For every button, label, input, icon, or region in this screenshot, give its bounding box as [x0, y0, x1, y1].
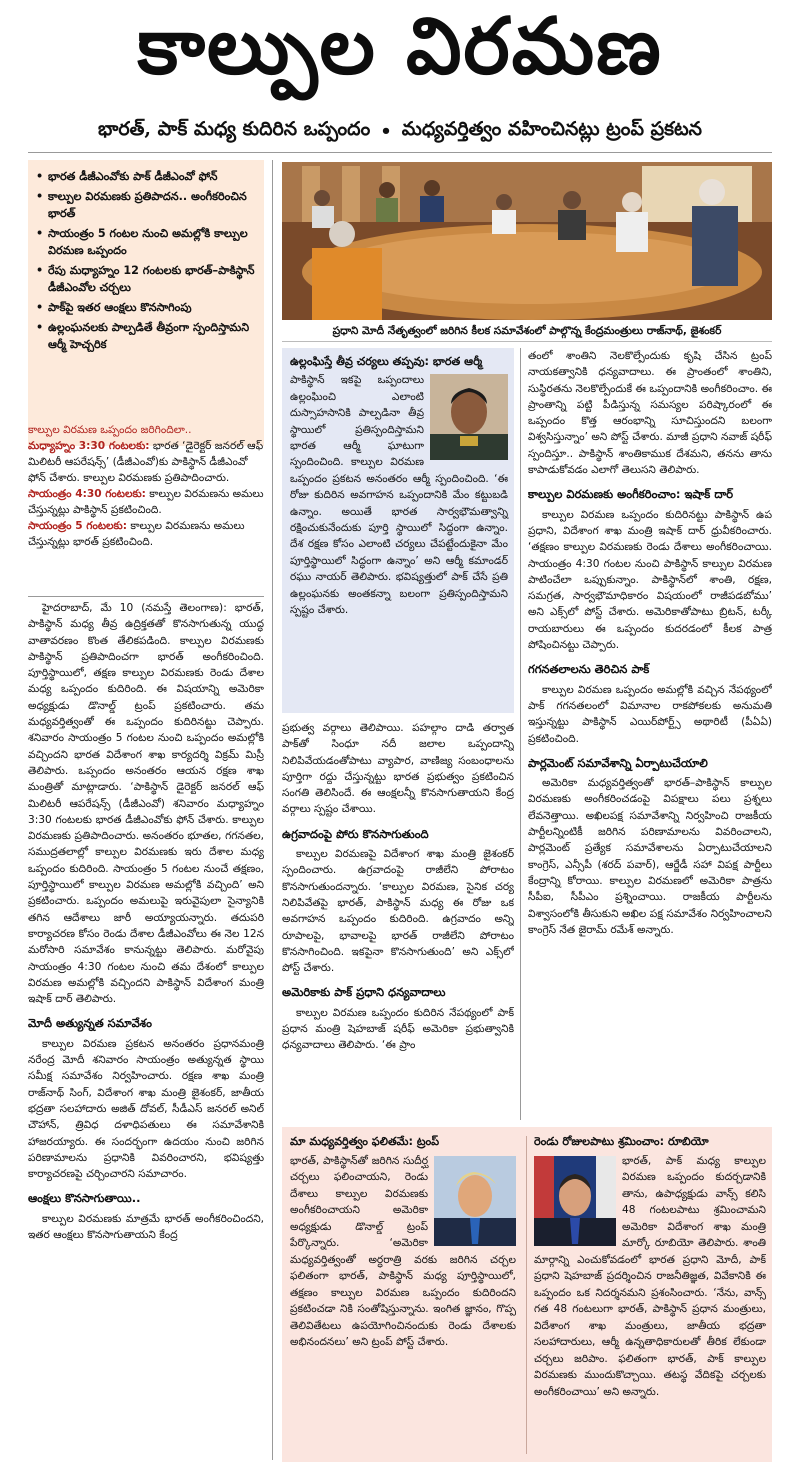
- article-paragraph: ప్రభుత్వ వర్గాలు తెలిపాయి. పహల్గాం దాడి తర్వాత పాక్‌తో సింధూ నదీ జలాల ఒప్పందాన్ని నిలిపివేయడంతోపాటు వ్యాపార, వాణిజ్య సంబంధాలను పూర్తిగా రద్దు చేస్తున్నట్టు భారత ప్రభుత్వం ప్రకటించిన సంగతి తెలిసిందే. ఈ ఆంక్షలన్నీ కొనసాగుతాయని కేంద్ర వర్గాలు స్పష్టం చేశాయి.: [282, 722, 514, 816]
- photo-caption: ప్రధాని మోదీ నేతృత్వంలో జరిగిన కీలక సమావేశంలో పాల్గొన్న కేంద్రమంత్రులు రాజ్‌నాథ్, జైశంకర్: [282, 321, 772, 342]
- highlight-item: • ఉల్లంఘనలకు పాల్పడితే తీవ్రంగా స్పందిస్తామని ఆర్మీ హెచ్చరిక: [36, 319, 258, 353]
- meeting-photo: [282, 162, 772, 320]
- article-paragraph: కాల్పుల విరమణ ఒప్పందం కుదిరినట్టు పాకిస్థాన్ ఉప ప్రధాని, విదేశాంగ శాఖ మంత్రి ఇషాక్ దార్ ధ్రువీకరించారు. ‘తక్షణం కాల్పుల విరమణకు రెండు దేశాలు అంగీకరించాయి. సాయంత్రం 4:30 గంటల నుంచి పాకిస్థాన్ కాల్పుల విరమణ పాటించేలా ఒప్పుకున్నాం. పాకిస్థాన్‌లో శాంతి, రక్షణ, సమగ్రత, సార్వభౌమాధికారం విషయంలో రాజీపడబోము’ అని ఎక్స్‌లో పోస్ట్ చేశారు. అమెరికాతోపాటు బ్రిటన్, టర్కీ రాయబారులు ఈ ఒప్పందం కుదరడంలో కీలక పాత్ర పోషించినట్టు చెప్పారు.: [528, 508, 772, 652]
- article-paragraph: కాల్పుల విరమణకు మాత్రమే భారత్ అంగీకరించిందని, ఇతర ఆంక్షలు కొనసాగుతాయని కేంద్ర: [28, 1212, 264, 1241]
- section-heading: పార్లమెంట్ సమావేశాన్ని ఏర్పాటుచేయాలి: [528, 755, 708, 770]
- timeline-divider: [28, 596, 264, 597]
- main-article-column: [28, 600, 264, 1466]
- timeline-time: మధ్యాహ్నం 3:30 గంటలకు:: [28, 440, 150, 452]
- highlight-item: • సాయంత్రం 5 గంటల నుంచి అమల్లోకి కాల్పుల విరమణ ఒప్పందం: [36, 225, 258, 259]
- section-heading: గగనతలాలను తెరిచిన పాక్: [528, 662, 650, 677]
- right-article-column: [528, 348, 772, 1120]
- article-paragraph: కాల్పుల విరమణ ప్రకటన అనంతరం ప్రధానమంత్రి నరేంద్ర మోదీ శనివారం సాయంత్రం అత్యున్నత స్థాయి సమీక్ష సమావేశం నిర్వహించారు. రక్షణ శాఖ మంత్రి రాజ్‌నాథ్ సింగ్, విదేశాంగ శాఖ మంత్రి జైశంకర్, జాతీయ భద్రతా సలహాదారు అజిత్ దోవల్, సీడీఎస్ జనరల్ అనిల్ చౌహాన్, త్రివిధ దళాధిపతులు ఈ సమావేశానికి హాజరయ్యారు. ఈ సందర్భంగా ఉదయం నుంచి జరిగిన పరిణామాలను ప్రధానికి వివరించారని, భవిష్యత్తు కార్యాచరణపై చర్చించారని సమాచారం.: [28, 1037, 264, 1181]
- section-heading: ఆంక్షలు కొనసాగుతాయి..: [28, 1191, 141, 1206]
- timeline-text: కాల్పుల విరమణను అమలు చేస్తున్నట్లు భారత్ ప్రకటించింది.: [28, 520, 245, 548]
- article-paragraph: కాల్పుల విరమణ ఒప్పందం కుదిరిన నేపథ్యంలో పాక్ ప్రధాన మంత్రి షెహబాజ్ షరీఫ్ అమెరికా ప్రభుత్వానికి ధన్యవాదాలు తెలిపారు. ‘ఈ ప్రాం: [282, 1006, 514, 1052]
- subhead-right: మధ్యవర్తిత్వం వహించినట్లు ట్రంప్ ప్రకటన: [401, 117, 702, 140]
- army-text: పాకిస్థాన్ ఇకపై ఒప్పందాలు ఉల్లంఘించి ఎలాంటి దుస్సాహసానికి పాల్పడినా తీవ్ర స్థాయిలో ప్రతిస్పందిస్తామని భారత ఆర్మీ ఘాటుగా స్పందించింది. కాల్పుల విరమణ ఒప్పందం ప్రకటన అనంతరం ఆర్మీ స్పందించింది. ‘ఈ రోజు కుదిరిన అవగాహన ఒప్పందానికి మేం కట్టుబడి ఉన్నాం. అయితే భారత సార్వభౌమత్వాన్ని రక్షించుకునేందుకు పూర్తి స్థాయిలో సిద్ధంగా ఉన్నాం. దేశ రక్షణ కోసం ఎలాంటి చర్యలు చేపట్టేందుకైనా మేం పూర్తిస్థాయిలో సిద్ధంగా ఉన్నాం’ అని ఆర్మీ కమాండర్ రఘు నాయర్ తెలిపారు. భవిష్యత్తులో పాక్ చేసే ప్రతి ఉల్లంఘనకు అంతకన్నా బలంగా ప్రతిస్పందిస్తామని స్పష్టం చేశారు.: [290, 374, 508, 617]
- top-divider: [28, 152, 772, 153]
- rubio-text: భారత్, పాక్ మధ్య కాల్పుల విరమణ ఒప్పందం కుదర్చడానికి తాను, ఉపాధ్యక్షుడు వాన్స్ కలిసి 48 గంటలపాటు శ్రమించామని అమెరికా విదేశాంగ శాఖ మంత్రి మార్కో రూబియో తెలిపారు. శాంతి మార్గాన్ని ఎంచుకోవడంలో భారత ప్రధాని మోదీ, పాక్ ప్రధాని షెహబాజ్ ప్రదర్శించిన రాజనీతిజ్ఞత, వివేకానికి ఈ ఒప్పందం ఒక నిదర్శనమని ప్రశంసించారు. ‘నేను, వాన్స్ గత 48 గంటలుగా భారత్, పాకిస్థాన్ ప్రధాన మంత్రులు, విదేశాంగ శాఖ మంత్రులు, జాతీయ భద్రతా సలహాదారులు, ఆర్మీ ఉన్నతాధికారులతో తీరిక లేకుండా చర్చలు జరిపాం. ఫలితంగా భారత్, పాక్ కాల్పుల విరమణకు ముందుకొచ్చాయి. తటస్థ వేదికపై చర్చలకు అంగీకరించాయి’ అని అన్నారు.: [534, 1154, 766, 1398]
- article-paragraph: అమెరికా మధ్యవర్తిత్వంతో భారత్–పాకిస్థాన్ కాల్పుల విరమణకు అంగీకరించడంపై విపక్షాలు పలు ప్రశ్నలు లేవనెత్తాయి. అఖిలపక్ష సమావేశాన్ని నిర్వహించి రాజకీయ పార్టీలన్నింటికీ జరిగిన పరిణామాలను వివరించాలని, పార్లమెంట్ ప్రత్యేక సమావేశాలను ఏర్పాటుచేయాలని కాంగ్రెస్, ఎన్సీపీ (శరద్ పవార్), ఆర్జేడీ సహా విపక్ష పార్టీలు కేంద్రాన్ని కోరాయి. కాల్పుల విరమణలో అమెరికా పాత్రను సీపీఐ, సీపీఎం ప్రశ్నించాయి. రాజకీయ పార్టీలను విశ్వాసంలోకి తీసుకుని అఖిల పక్ష సమావేశం నిర్వహించాలని కాంగ్రెస్ నేత జైరామ్ రమేశ్ అన్నారు.: [528, 777, 772, 936]
- timeline-time: సాయంత్రం 4:30 గంటలకు:: [28, 488, 146, 500]
- section-heading: కాల్పుల విరమణకు అంగీకరించాం: ఇషాక్ దార్: [528, 487, 734, 502]
- article-paragraph: కాల్పుల విరమణ ఒప్పందం అమల్లోకి వచ్చిన నేపథ్యంలో పాక్ గగనతలంలో విమానాల రాకపోకలకు అనుమతి ఇస్తున్నట్టు పాకిస్థాన్ ఎయిర్‌పోర్ట్స్ అథారిటీ (పీఏఏ) ప్రకటించింది.: [528, 683, 772, 745]
- subheadline: [0, 114, 800, 148]
- timeline-box: [28, 422, 264, 592]
- center-article-column: [282, 720, 514, 1120]
- section-heading: అమెరికాకు పాక్ ప్రధాని ధన్యవాదాలు: [282, 985, 446, 1000]
- army-sidebar-box: [282, 348, 514, 713]
- trump-quote-box: [290, 1130, 516, 1455]
- highlight-item: • రేపు మధ్యాహ్నం 12 గంటలకు భారత్–పాకిస్థాన్ డీజీఎంవోల చర్చలు: [36, 262, 258, 296]
- section-heading: మోదీ అత్యున్నత సమావేశం: [28, 1016, 152, 1031]
- timeline-time: సాయంత్రం 5 గంటలకు:: [28, 520, 127, 532]
- trump-photo: [434, 1156, 516, 1246]
- subhead-left: భారత్, పాక్ మధ్య కుదిరిన ఒప్పందం: [98, 117, 371, 140]
- highlights-box: [28, 160, 264, 446]
- timeline-text: కాల్పుల విరమణను అమలు చేస్తున్నట్లు పాకిస్థాన్ ప్రకటించింది.: [28, 488, 264, 516]
- column-divider: [272, 160, 273, 1460]
- timeline-entry: [28, 518, 264, 550]
- rubio-photo: [534, 1156, 616, 1246]
- headline: కాల్పుల విరమణ: [137, 1, 663, 92]
- article-paragraph: కాల్పుల విరమణపై విదేశాంగ శాఖ మంత్రి జైశంకర్ స్పందించారు. ఉగ్రవాదంపై రాజీలేని పోరాటం కొనసాగుతుందన్నారు. ‘కాల్పుల విరమణ, సైనిక చర్య నిలిపివేతపై భారత్, పాకిస్థాన్ మధ్య ఈ రోజు ఒక అవగాహన ఒప్పందం కుదిరింది. ఉగ్రవాదం అన్ని రూపాలపై, భావాలపై భారత్ రాజీలేని పోరాటం కొనసాగించింది. ఇకపైనా కొనసాగుతుంది’ అని ఎక్స్‌లో పోస్ట్ చేశారు.: [282, 848, 514, 975]
- column-divider: [520, 348, 521, 1120]
- rubio-heading: రెండు రోజులపాటు శ్రమించాం: రూబియో: [534, 1135, 709, 1148]
- timeline-title: కాల్పుల విరమణ ఒప్పందం జరిగిందిలా..: [28, 424, 192, 436]
- subhead-separator: •: [380, 120, 392, 142]
- highlight-item: • కాల్పుల విరమణకు ప్రతిపాదన.. అంగీకరించిన భారత్: [36, 188, 258, 222]
- timeline-text: భారత ‘డైరెక్టర్ జనరల్ ఆఫ్ మిలిటరీ ఆపరేషన్స్’ (డీజీఎంవో)కు పాకిస్థాన్ డీజీఎంవో ఫోన్ చేశారు. కాల్పుల విరమణకు ప్రతిపాదించారు.: [28, 440, 264, 484]
- timeline-entry: [28, 486, 264, 518]
- trump-text: భారత్, పాకిస్థాన్‌తో జరిగిన సుదీర్ఘ చర్చలు ఫలించాయని, రెండు దేశాలు కాల్పుల విరమణకు అంగీకరించాయని అమెరికా అధ్యక్షుడు డొనాల్డ్ ట్రంప్ పేర్కొన్నారు. ‘అమెరికా మధ్యవర్తిత్వంతో అర్ధరాత్రి వరకు జరిగిన చర్చల ఫలితంగా భారత్, పాకిస్థాన్ మధ్య పూర్తిస్థాయిలో, తక్షణం కాల్పుల విరమణ ఒప్పందం కుదిరిందని ప్రకటించడా నికి సంతోషిస్తున్నాను. ఇంగిత జ్ఞానం, గొప్ప తెలివితేటలు ఉపయోగించినందుకు రెండు దేశాలకు అభినందనలు’ అని ట్రంప్ పోస్ట్ చేశారు.: [290, 1154, 516, 1348]
- article-paragraph: తంలో శాంతిని నెలకొల్పేందుకు కృషి చేసిన ట్రంప్ నాయకత్వానికి ధన్యవాదాలు. ఈ ప్రాంతంలో శాంతిని, సుస్థిరతను నెలకొల్పేందుకే ఈ ఒప్పందానికి అంగీకరించాం. ఈ ప్రాంతాన్ని పట్టి పీడిస్తున్న సమస్యల పరిష్కారంలో ఈ ఒప్పందం కొత్త ఆరంభాన్ని సూచిస్తుందని బలంగా విశ్వసిస్తున్నాం’ అని పోస్ట్ చేశారు. మాజీ ప్రధాని నవాజ్ షరీఫ్ స్పందిస్తూ.. పాకిస్థాన్ శాంతికాముక దేశమని, తనను తాను కాపాడుకోవడం ఎలాగో తెలుసని తెలిపారు.: [528, 350, 772, 477]
- army-commander-photo: [430, 374, 508, 460]
- highlight-item: • భారత డీజీఎంవోకు పాక్ డీజీఎంవో ఫోన్: [36, 168, 258, 185]
- quote-box-divider: [526, 1136, 527, 1454]
- army-heading: ఉల్లంఘిస్తే తీవ్ర చర్యలు తప్పవు: భారత ఆర్మీ: [290, 355, 483, 368]
- rubio-quote-box: [534, 1130, 766, 1455]
- trump-heading: మా మధ్యవర్తిత్వం ఫలితమే: ట్రంప్: [290, 1135, 440, 1148]
- article-paragraph: హైదరాబాద్, మే 10 (నమస్తే తెలంగాణ): భారత్, పాకిస్థాన్ మధ్య తీవ్ర ఉద్రిక్తతతో కొనసాగుతున్న యుద్ధ వాతావరణం కొంత తేలికపడింది. కాల్పుల విరమణకు పాకిస్థాన్ ప్రతిపాదించగా భారత్ అంగీకరించింది. పూర్తిస్థాయిలో, తక్షణ కాల్పుల విరమణకు రెండు దేశాల మధ్య ఒప్పందం కుదిరింది. ఈ విషయాన్ని అమెరికా అధ్యక్షుడు డొనాల్డ్ ట్రంప్ ప్రకటించారు. తమ మధ్యవర్తిత్వంతో ఈ ఒప్పందం కుదిరినట్టు చెప్పారు. శనివారం సాయంత్రం 5 గంటల నుంచి ఒప్పందం అమల్లోకి వచ్చిందని భారత విదేశాంగ శాఖ కార్యదర్శి విక్రమ్ మిస్రీ తెలిపారు. ఒప్పందం అనంతరం ఆయన రక్షణ శాఖ మంత్రితో మాట్లాడారు. ‘పాకిస్థాన్ డైరెక్టర్ జనరల్ ఆఫ్ మిలిటరీ ఆపరేషన్స్ (డీజీఎంవో) శనివారం మధ్యాహ్నం 3:30 గంటలకు భారత డీజీఎంవోకు ఫోన్ చేశారు. కాల్పుల విరమణకు ప్రతిపాదించారు. అనంతరం భూతల, గగనతల, సముద్రతలాల్లో కాల్పుల విరమణకు ఇరు దేశాల మధ్య ఒప్పందం కుదిరింది. సాయంత్రం 5 గంటల నుంచే తక్షణం, పూర్తిస్థాయిలో కాల్పుల విరమణ అమల్లోకి వచ్చింది’ అని ప్రకటించారు. ఒప్పందం అమలుపై ఇరువైపులా సైన్యానికి తగిన ఆదేశాలు జారీ అయ్యాయన్నారు. తదుపరి కార్యాచరణ కోసం రెండు దేశాల డీజీఎంవోలు ఈ నెల 12న మరోసారి సమావేశం కానున్నట్టు తెలిపారు. మరోవైపు సాయంత్రం 4:30 గంటల నుంచి తమ దేశంలో కాల్పుల విరమణ అమల్లోకి వచ్చిందని పాకిస్థాన్ విదేశాంగ మంత్రి ఇషాక్ దార్ తెలిపారు.: [28, 602, 264, 1006]
- highlight-item: • పాక్‌పై ఇతర ఆంక్షలు కొనసాగింపు: [36, 299, 258, 316]
- section-heading: ఉగ్రవాదంపై పోరు కొనసాగుతుంది: [282, 826, 429, 841]
- timeline-entry: [28, 438, 264, 486]
